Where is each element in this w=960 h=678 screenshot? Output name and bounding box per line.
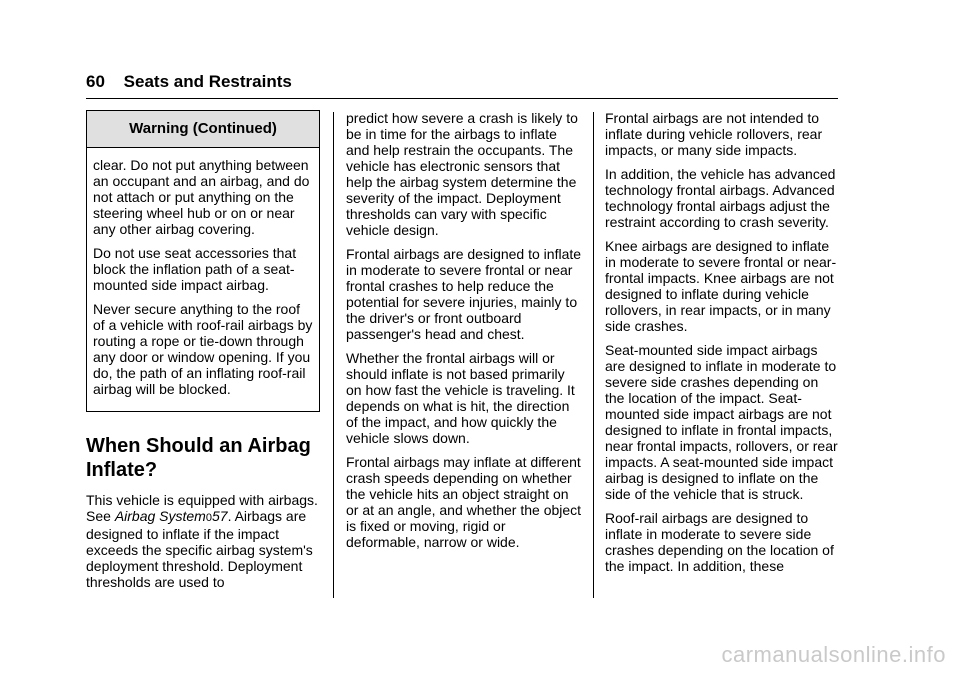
body-paragraph: Frontal airbags are not intended to inflate during vehicle rollovers, rear impacts, or many side impacts. — [605, 110, 823, 158]
section-title: When Should an Airbag Inflate? — [86, 435, 311, 481]
body-paragraph: Roof-rail airbags are designed to inflate in moderate to severe side crashes depending on the location of the impact. In addition, these — [605, 510, 834, 574]
header-rule — [86, 98, 838, 99]
page-ref-arrow-icon: 0 — [205, 512, 212, 524]
page-header — [86, 72, 292, 92]
column-divider-2 — [593, 112, 594, 598]
column-divider-1 — [333, 112, 334, 598]
warning-title: Warning (Continued) — [87, 111, 319, 148]
body-paragraph: Frontal airbags are designed to inflate in moderate to severe frontal or near frontal crashes to help reduce the potential for severe injuries, mainly to the driver's or front outboard passenger's head and chest. — [346, 246, 582, 342]
warning-paragraph: Never secure anything to the roof of a vehicle with roof-rail airbags by routing a rope or tie-down through any door or window opening. If you do, the path of an inflating roof-rail airbag will be blocked. — [93, 301, 313, 397]
body-paragraph: Knee airbags are designed to inflate in moderate to severe frontal or near-frontal impacts. Knee airbags are not designed to inflate during vehicle rollovers, in rear impacts, or in many side crashes. — [605, 238, 837, 334]
section-intro: This vehicle is equipped with airbags. See Airbag System057. Airbags are designed to inflate if the impact exceeds the specific airbag system's deployment threshold. Deployment thresholds are used to — [86, 492, 318, 590]
body-paragraph: Frontal airbags may inflate at different crash speeds depending on whether the vehicle hits an object straight on or at an angle, and whether the object is fixed or moving, rigid or deformable, narrow or wide. — [346, 454, 582, 550]
warning-body — [87, 148, 319, 411]
page-number: 60 — [86, 72, 105, 91]
page-ref-link[interactable]: 57 — [211, 508, 228, 524]
body-paragraph: In addition, the vehicle has advanced technology frontal airbags. Advanced technology frontal airbags adjust the restraint according to crash severity. — [605, 166, 836, 230]
column-2 — [346, 110, 582, 558]
watermark: carmanualsonline.info — [721, 642, 946, 667]
warning-paragraph: clear. Do not put anything between an occupant and an airbag, and do not attach or put anything on the steering wheel hub or on or near any other airbag covering. — [93, 157, 310, 237]
warning-box — [86, 110, 320, 412]
section-heading: Seats and Restraints — [123, 72, 292, 91]
body-paragraph: predict how severe a crash is likely to be in time for the airbags to inflate and help restrain the occupants. The vehicle has electronic sensors that help the airbag system determine the severity of the impact. Deployment thresholds can vary with specific vehicle design. — [346, 110, 578, 238]
body-paragraph: Seat-mounted side impact airbags are designed to inflate in moderate to severe side crashes depending on the location of the impact. Seat-mounted side impact airbags are not designed to inflate in frontal impacts, near frontal impacts, rollovers, or rear impacts. A seat-mounted side impact airbag is designed to inflate on the side of the vehicle that is struck. — [605, 342, 838, 502]
airbag-system-link[interactable]: Airbag System — [114, 508, 206, 524]
body-paragraph: Whether the frontal airbags will or should inflate is not based primarily on how fast the vehicle is traveling. It depends on what is hit, the direction of the impact, and how quickly the vehicle slows down. — [346, 350, 575, 446]
column-1 — [86, 110, 320, 598]
column-3 — [605, 110, 841, 582]
warning-paragraph: Do not use seat accessories that block the inflation path of a seat-mounted side impact airbag. — [93, 245, 297, 293]
